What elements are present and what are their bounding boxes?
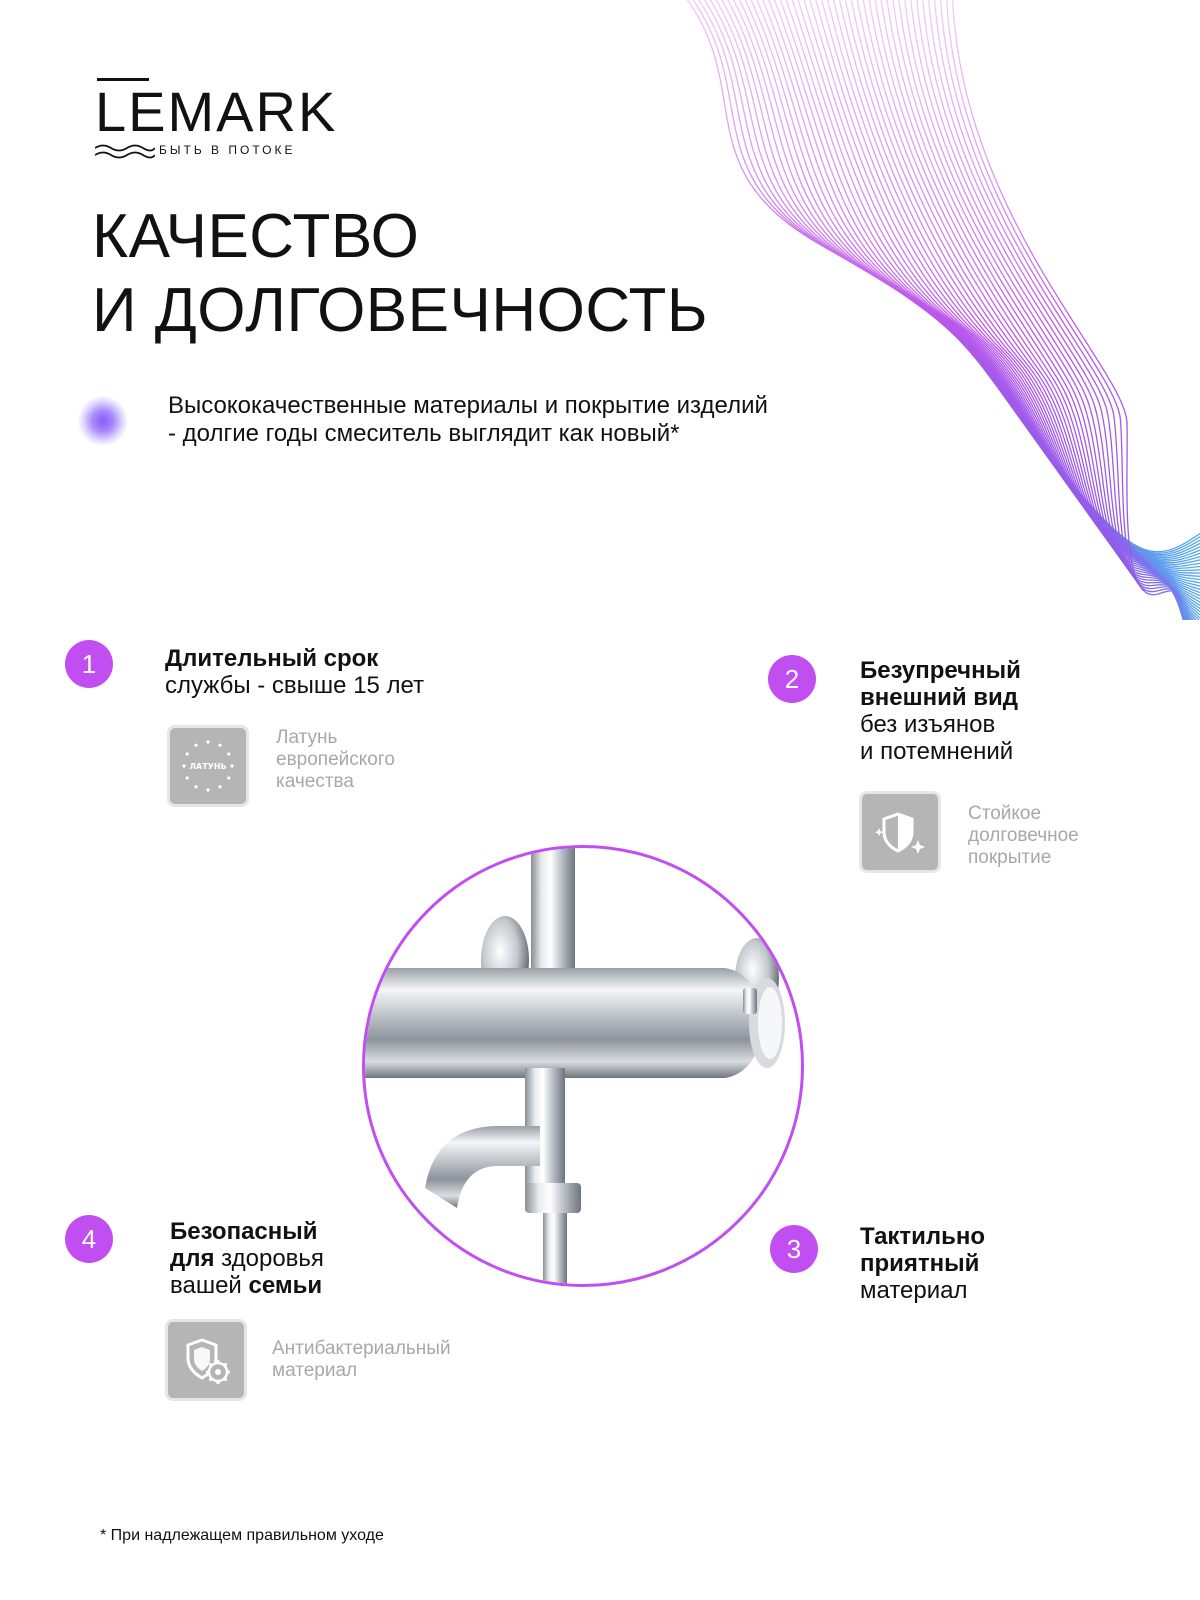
page-title xyxy=(92,200,708,348)
shield-sparkle-icon xyxy=(862,794,938,870)
decorative-wave-line xyxy=(904,0,1200,620)
decorative-wave-line xyxy=(771,0,1200,586)
star-dot xyxy=(182,764,185,767)
star-dot xyxy=(186,752,189,755)
star-dot xyxy=(218,744,221,747)
star-dot xyxy=(227,776,230,779)
brand-logo xyxy=(95,80,345,160)
feature-2-caption-line: покрытие xyxy=(968,847,1052,868)
star-dot xyxy=(227,752,230,755)
feature-3-rest: материал xyxy=(860,1277,968,1304)
feature-3-text xyxy=(860,1223,985,1304)
feature-1-rest: службы - свыше 15 лет xyxy=(165,672,425,699)
shower-mixer-illustration xyxy=(365,848,801,1284)
decorative-wave-line xyxy=(807,0,1200,612)
star-dot xyxy=(194,744,197,747)
feature-4-rest: вашей xyxy=(170,1272,249,1299)
feature-1-caption-line: европейского xyxy=(276,749,395,770)
decorative-wave-line xyxy=(946,0,1200,620)
feature-2-text xyxy=(860,657,1021,765)
feature-1-badge: 1 xyxy=(65,640,113,688)
feature-3-bold: Тактильно xyxy=(860,1223,986,1250)
logo-wordmark: LEMARK xyxy=(95,80,338,143)
feature-2-rest: без изъянов xyxy=(860,711,996,738)
title-line-1: КАЧЕСТВО xyxy=(92,202,420,271)
decorative-wave-line xyxy=(825,0,1200,620)
feature-4-badge: 4 xyxy=(65,1215,113,1263)
decorative-wave-line xyxy=(783,0,1200,595)
decorative-wave-line xyxy=(952,0,1200,620)
feature-4-caption-line: материал xyxy=(272,1360,358,1381)
feature-4-caption xyxy=(272,1338,451,1382)
feature-1-caption-line: качества xyxy=(276,771,354,792)
feature-2-caption-line: долговечное xyxy=(968,825,1079,846)
title-line-2: И ДОЛГОВЕЧНОСТЬ xyxy=(92,276,709,345)
feature-4-caption-line: Антибактериальный xyxy=(272,1338,451,1359)
feature-3-bold: приятный xyxy=(860,1250,980,1277)
feature-3-badge: 3 xyxy=(770,1225,818,1273)
shield-gear-icon xyxy=(168,1322,244,1398)
decorative-wave-line xyxy=(734,0,1200,566)
star-dot xyxy=(230,764,233,767)
product-photo xyxy=(362,845,804,1287)
feature-2-caption xyxy=(968,803,1079,869)
decorative-wave-line xyxy=(940,0,1200,620)
decorative-wave-line xyxy=(789,0,1200,599)
feature-2-rest: и потемнений xyxy=(860,738,1014,765)
decorative-wave-line xyxy=(831,0,1200,620)
decorative-wave-line xyxy=(813,0,1200,617)
decorative-wave-line xyxy=(934,0,1200,620)
feature-2-caption-line: Стойкое xyxy=(968,803,1042,824)
feature-4-bold: для xyxy=(170,1245,215,1272)
decorative-wave-line xyxy=(698,0,1200,556)
star-dot xyxy=(206,788,209,791)
star-dot xyxy=(206,740,209,743)
footnote: * При надлежащем правильном уходе xyxy=(100,1527,384,1544)
star-dot xyxy=(194,785,197,788)
feature-2-bold: внешний вид xyxy=(860,684,1019,711)
decorative-wave-line xyxy=(819,0,1200,620)
logo-tagline: БЫТЬ В ПОТОКЕ xyxy=(159,143,296,157)
star-dot xyxy=(186,776,189,779)
glow-dot-icon xyxy=(78,396,128,446)
feature-4-bold: семьи xyxy=(248,1272,323,1299)
decorative-wave-line xyxy=(801,0,1200,608)
feature-1-text xyxy=(165,645,424,699)
brass-label: ЛАТУНЬ xyxy=(189,762,227,771)
feature-4-text xyxy=(170,1218,324,1299)
feature-1-bold: Длительный срок xyxy=(165,645,379,672)
intro-text: Высококачественные материалы и покрытие изделий - долгие годы смеситель выглядит как новый* xyxy=(168,392,768,447)
feature-2-bold: Безупречный xyxy=(860,657,1021,684)
decorative-wave-line xyxy=(928,0,1200,620)
decorative-wave-line xyxy=(765,0,1200,582)
decorative-waves xyxy=(640,0,1200,620)
decorative-wave-line xyxy=(686,0,1200,553)
logo-wave-icon xyxy=(95,142,155,160)
feature-4-bold: Безопасный xyxy=(170,1218,318,1245)
feature-1-caption-line: Латунь xyxy=(276,727,338,748)
decorative-wave-line xyxy=(722,0,1200,563)
star-dot xyxy=(218,785,221,788)
feature-4-rest: здоровья xyxy=(214,1245,324,1272)
brass-stars-icon xyxy=(170,728,246,804)
feature-1-caption xyxy=(276,727,395,793)
feature-2-badge: 2 xyxy=(768,655,816,703)
